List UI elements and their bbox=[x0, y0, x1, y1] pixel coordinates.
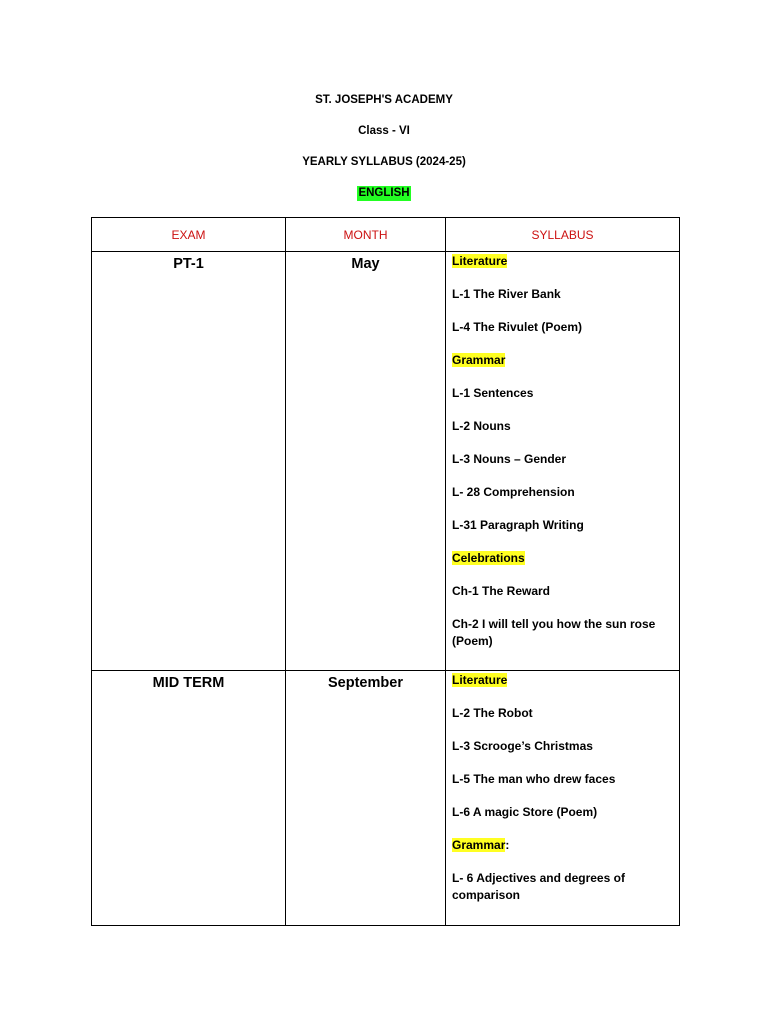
syllabus-item bbox=[452, 517, 673, 534]
section-heading bbox=[452, 550, 673, 567]
item-text: L-1 The River Bank bbox=[452, 287, 561, 301]
syllabus-title: YEARLY SYLLABUS (2024-25) bbox=[302, 156, 466, 168]
syllabus-item bbox=[452, 804, 673, 821]
month-cell: September bbox=[286, 671, 446, 926]
syllabus-item bbox=[452, 451, 673, 468]
column-header-syllabus: SYLLABUS bbox=[446, 218, 680, 252]
month-cell: May bbox=[286, 252, 446, 671]
item-suffix: : bbox=[505, 838, 510, 852]
item-text: L-31 Paragraph Writing bbox=[452, 518, 584, 532]
item-text: L-1 Sentences bbox=[452, 386, 534, 400]
exam-cell: MID TERM bbox=[92, 671, 286, 926]
table-header-row bbox=[92, 218, 680, 252]
item-text: Literature bbox=[452, 673, 508, 687]
class-label: Class - VI bbox=[358, 125, 410, 137]
table-row bbox=[92, 671, 680, 926]
syllabus-item bbox=[452, 738, 673, 755]
syllabus-cell bbox=[446, 252, 680, 671]
item-text: L- 28 Comprehension bbox=[452, 485, 575, 499]
item-text: L-6 A magic Store (Poem) bbox=[452, 805, 598, 819]
syllabus-item bbox=[452, 319, 673, 336]
syllabus-item bbox=[452, 705, 673, 722]
item-text: Ch-1 The Reward bbox=[452, 584, 551, 598]
syllabus-item bbox=[452, 385, 673, 402]
item-text: Literature bbox=[452, 254, 508, 268]
syllabus-item bbox=[452, 286, 673, 303]
item-text: L-5 The man who drew faces bbox=[452, 772, 616, 786]
table-row bbox=[92, 252, 680, 671]
item-text: L-4 The Rivulet (Poem) bbox=[452, 320, 583, 334]
syllabus-cell bbox=[446, 671, 680, 926]
syllabus-table bbox=[91, 217, 680, 926]
column-header-exam: EXAM bbox=[92, 218, 286, 252]
syllabus-item bbox=[452, 771, 673, 788]
section-heading bbox=[452, 352, 673, 369]
item-text: L-2 The Robot bbox=[452, 706, 533, 720]
syllabus-item bbox=[452, 616, 673, 650]
syllabus-item bbox=[452, 583, 673, 600]
item-text: L-3 Scrooge’s Christmas bbox=[452, 739, 593, 753]
item-text: Grammar bbox=[452, 353, 506, 367]
item-text: Grammar bbox=[452, 838, 506, 852]
item-text: Ch-2 I will tell you how the sun rose (Poem) bbox=[452, 617, 656, 648]
section-heading bbox=[452, 837, 673, 854]
item-text: L-3 Nouns – Gender bbox=[452, 452, 567, 466]
item-text: Celebrations bbox=[452, 551, 525, 565]
syllabus-item bbox=[452, 418, 673, 435]
syllabus-item bbox=[452, 484, 673, 501]
item-text: L- 6 Adjectives and degrees of comparison bbox=[452, 871, 625, 902]
section-heading bbox=[452, 672, 673, 689]
document-header bbox=[0, 92, 768, 216]
syllabus-item bbox=[452, 870, 673, 904]
subject-label: ENGLISH bbox=[358, 187, 410, 199]
column-header-month: MONTH bbox=[286, 218, 446, 252]
school-name: ST. JOSEPH'S ACADEMY bbox=[315, 94, 453, 106]
exam-cell: PT-1 bbox=[92, 252, 286, 671]
item-text: L-2 Nouns bbox=[452, 419, 511, 433]
section-heading bbox=[452, 253, 673, 270]
